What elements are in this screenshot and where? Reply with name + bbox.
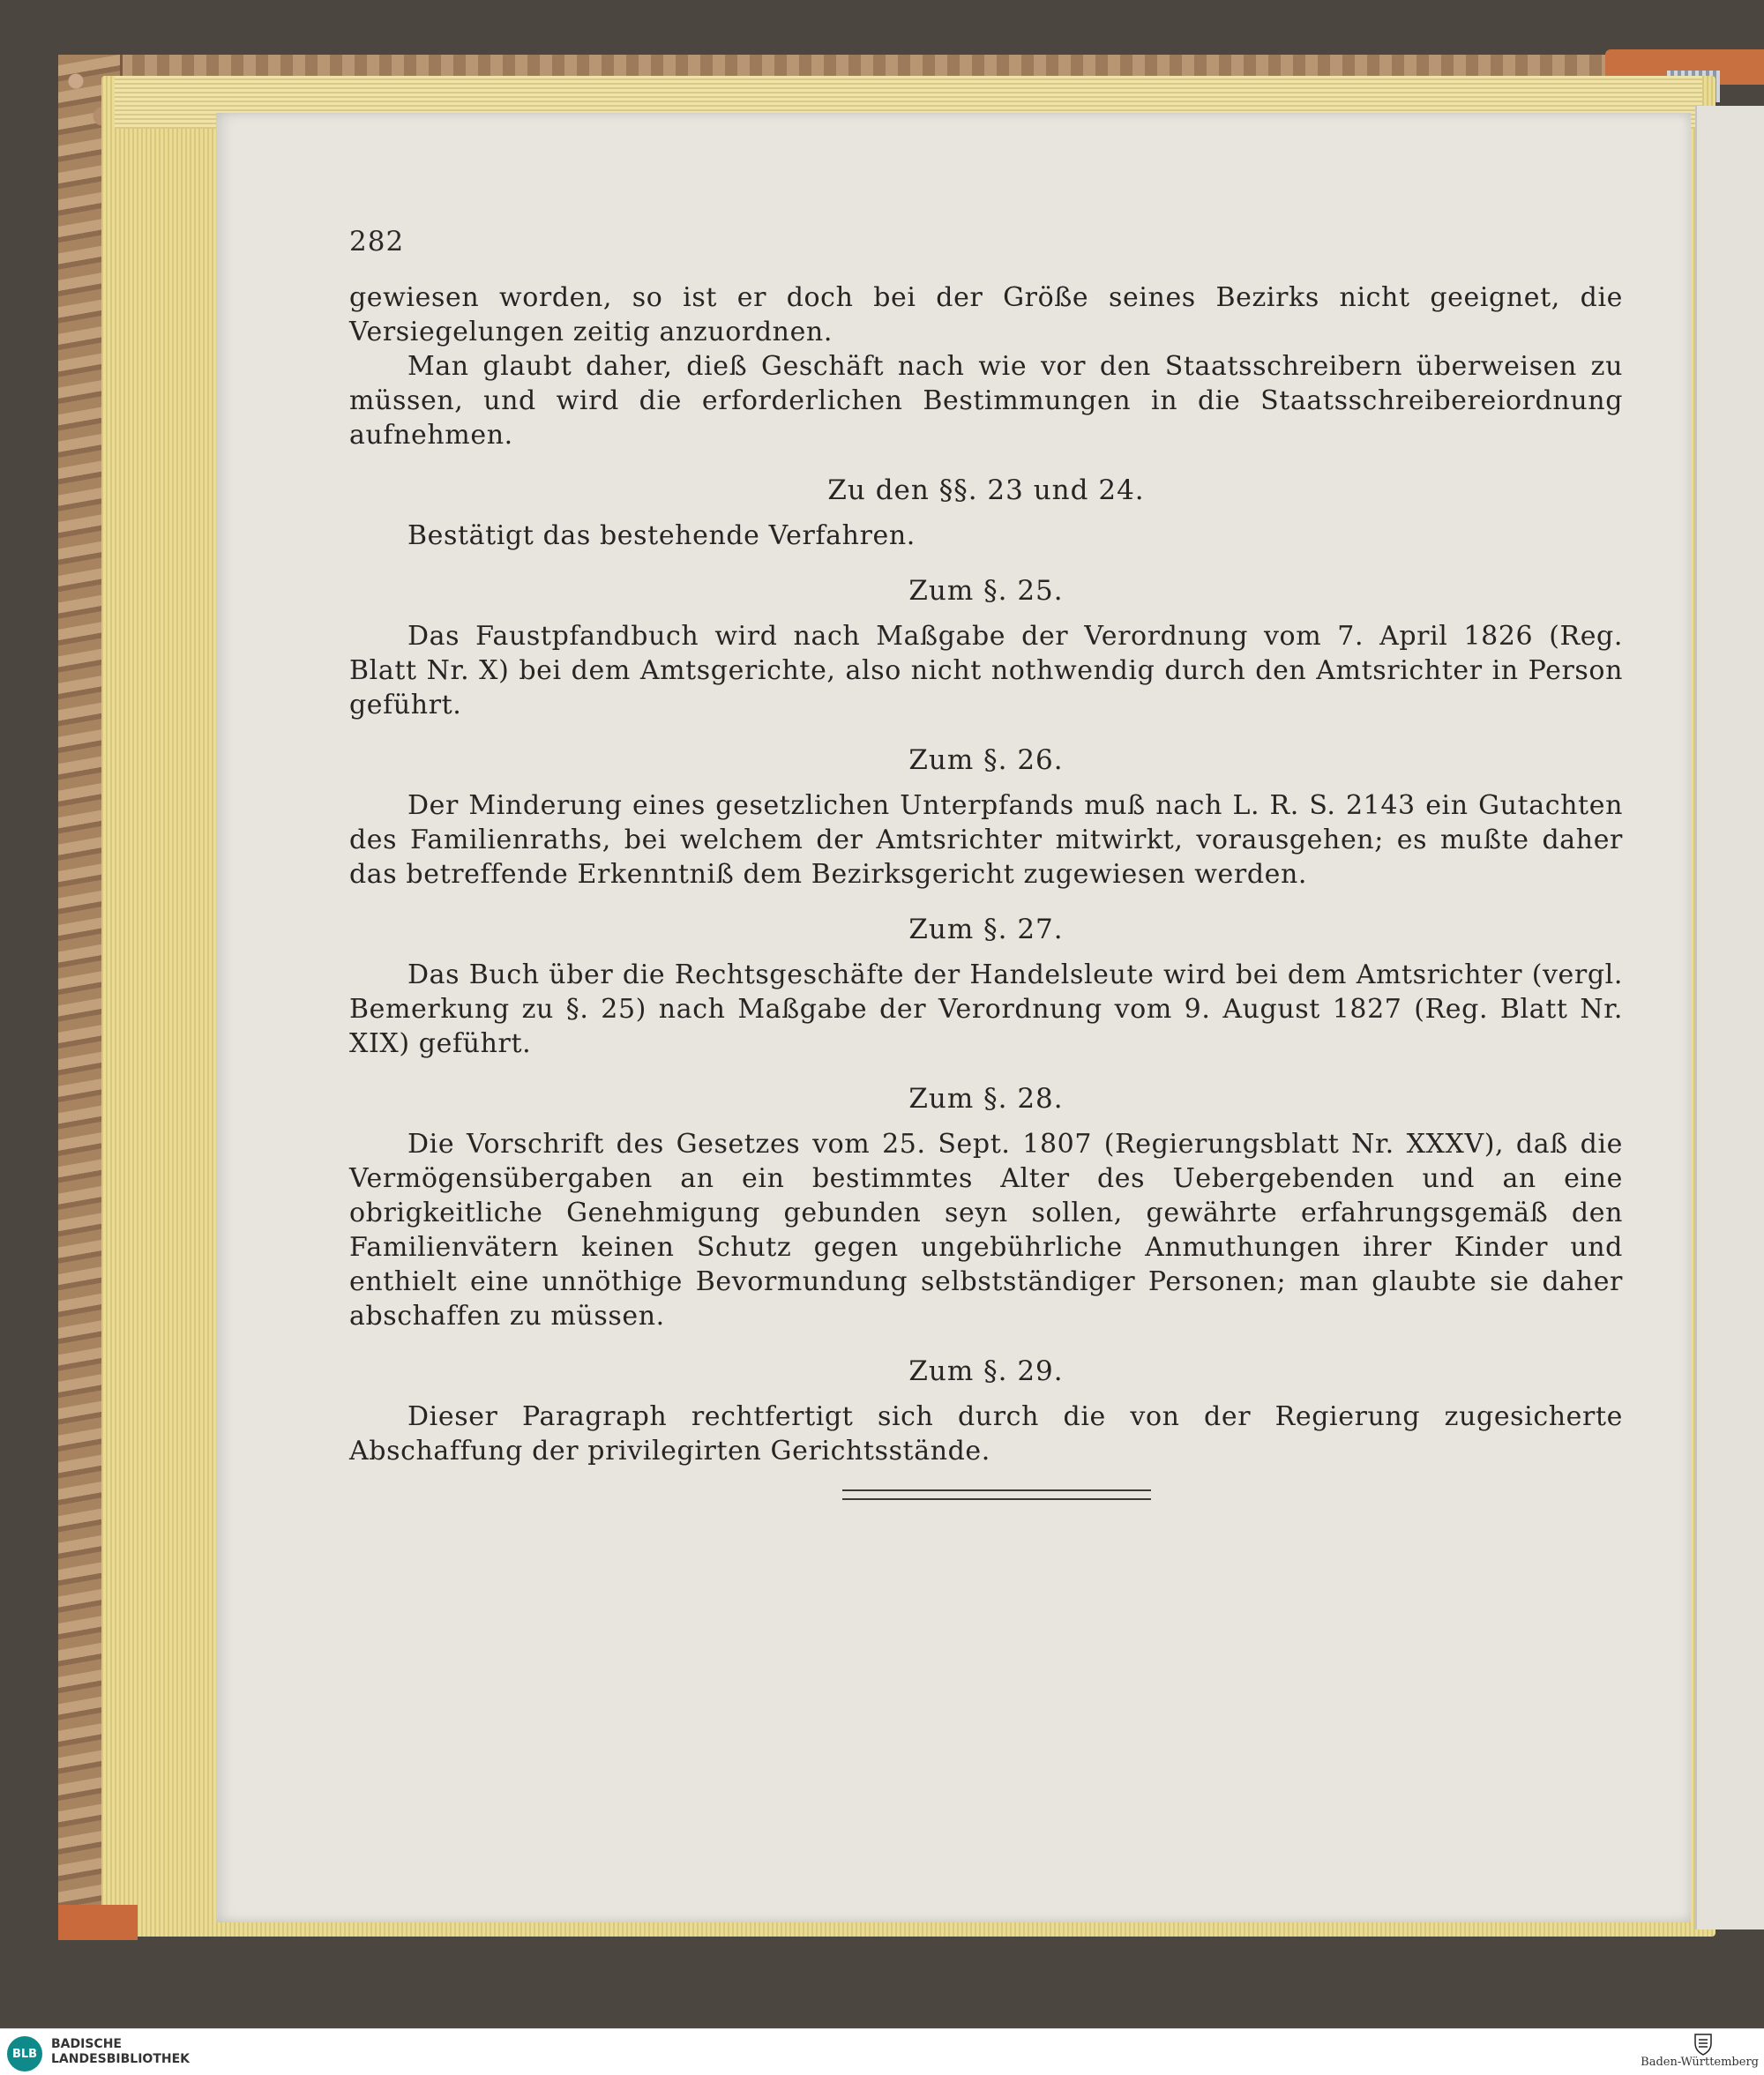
facing-page-edge xyxy=(1695,106,1764,1929)
section-heading: Zum §. 27. xyxy=(908,914,1064,945)
library-name[interactable] xyxy=(51,2037,228,2067)
leather-corner-bottom xyxy=(58,1905,138,1940)
section-heading: Zum §. 26. xyxy=(908,744,1064,776)
page-number: 282 xyxy=(349,226,405,258)
paragraph: Dieser Paragraph rechtfertigt sich durch die von der Regierung zugesicherte Abschaffung der privilegirten Gerichtsstände. xyxy=(349,1401,1623,1467)
blb-logo[interactable]: BLB xyxy=(7,2036,42,2071)
section-heading: Zum §. 28. xyxy=(908,1083,1064,1115)
paragraph: Das Faustpfandbuch wird nach Maßgabe der Verordnung vom 7. April 1826 (Reg. Blatt Nr. X) bei dem Amtsgerichte, also nicht nothwendig durch den Amtsrichter in Person geführt. xyxy=(349,621,1623,720)
paragraph: Der Minderung eines gesetzlichen Unterpfands muß nach L. R. S. 2143 ein Gutachten des Familienraths, bei welchem der Amtsrichter mitwirkt, vorausgehen; es mußte daher das betreffende Erkenntniß dem Bezirksgericht zugewiesen werden. xyxy=(349,790,1623,890)
viewer-footer xyxy=(0,2028,1764,2075)
closing-double-rule xyxy=(842,1489,1151,1500)
section-heading: Zu den §§. 23 und 24. xyxy=(827,474,1145,506)
library-name-line2: LANDESBIBLIOTHEK xyxy=(51,2052,191,2066)
paragraph: Die Vorschrift des Gesetzes vom 25. Sept. 1807 (Regierungsblatt Nr. XXXV), daß die Vermögensübergaben an ein bestimmtes Alter des Uebergebenden und an eine obrigkeitliche Genehmigung gebunden seyn sollen, gewährte erfahrungsgemäß den Familienvätern keinen Schutz gegen ungebührliche Anmuthungen ihrer Kinder und enthielt eine unnöthige Bevormundung selbstständiger Personen; man glaubte sie daher abschaffen zu müssen. xyxy=(349,1129,1623,1332)
region-label: Baden-Württemberg xyxy=(1641,2056,1759,2069)
paragraph: gewiesen worden, so ist er doch bei der Größe seines Bezirks nicht geeignet, die Versiegelungen zeitig anzuordnen. xyxy=(349,282,1623,347)
paragraph: Das Buch über die Rechtsgeschäfte der Handelsleute wird bei dem Amtsrichter (vergl. Bemerkung zu §. 25) nach Maßgabe der Verordnung vom 9. August 1827 (Reg. Blatt Nr. XIX) geführt. xyxy=(349,959,1623,1059)
paragraph: Man glaubt daher, dieß Geschäft nach wie vor den Staatsschreibern überweisen zu müssen, und wird die erforderlichen Bestimmungen in die Staatsschreibereiordnung aufnehmen. xyxy=(349,351,1623,451)
page-text xyxy=(349,280,1623,1468)
section-heading: Zum §. 29. xyxy=(908,1355,1064,1387)
library-name-line1: BADISCHE xyxy=(51,2037,122,2051)
marbled-cover-top xyxy=(58,55,1764,78)
section-heading: Zum §. 25. xyxy=(908,575,1064,607)
coat-of-arms-icon xyxy=(1693,2033,1713,2056)
paragraph: Bestätigt das bestehende Verfahren. xyxy=(407,520,916,551)
